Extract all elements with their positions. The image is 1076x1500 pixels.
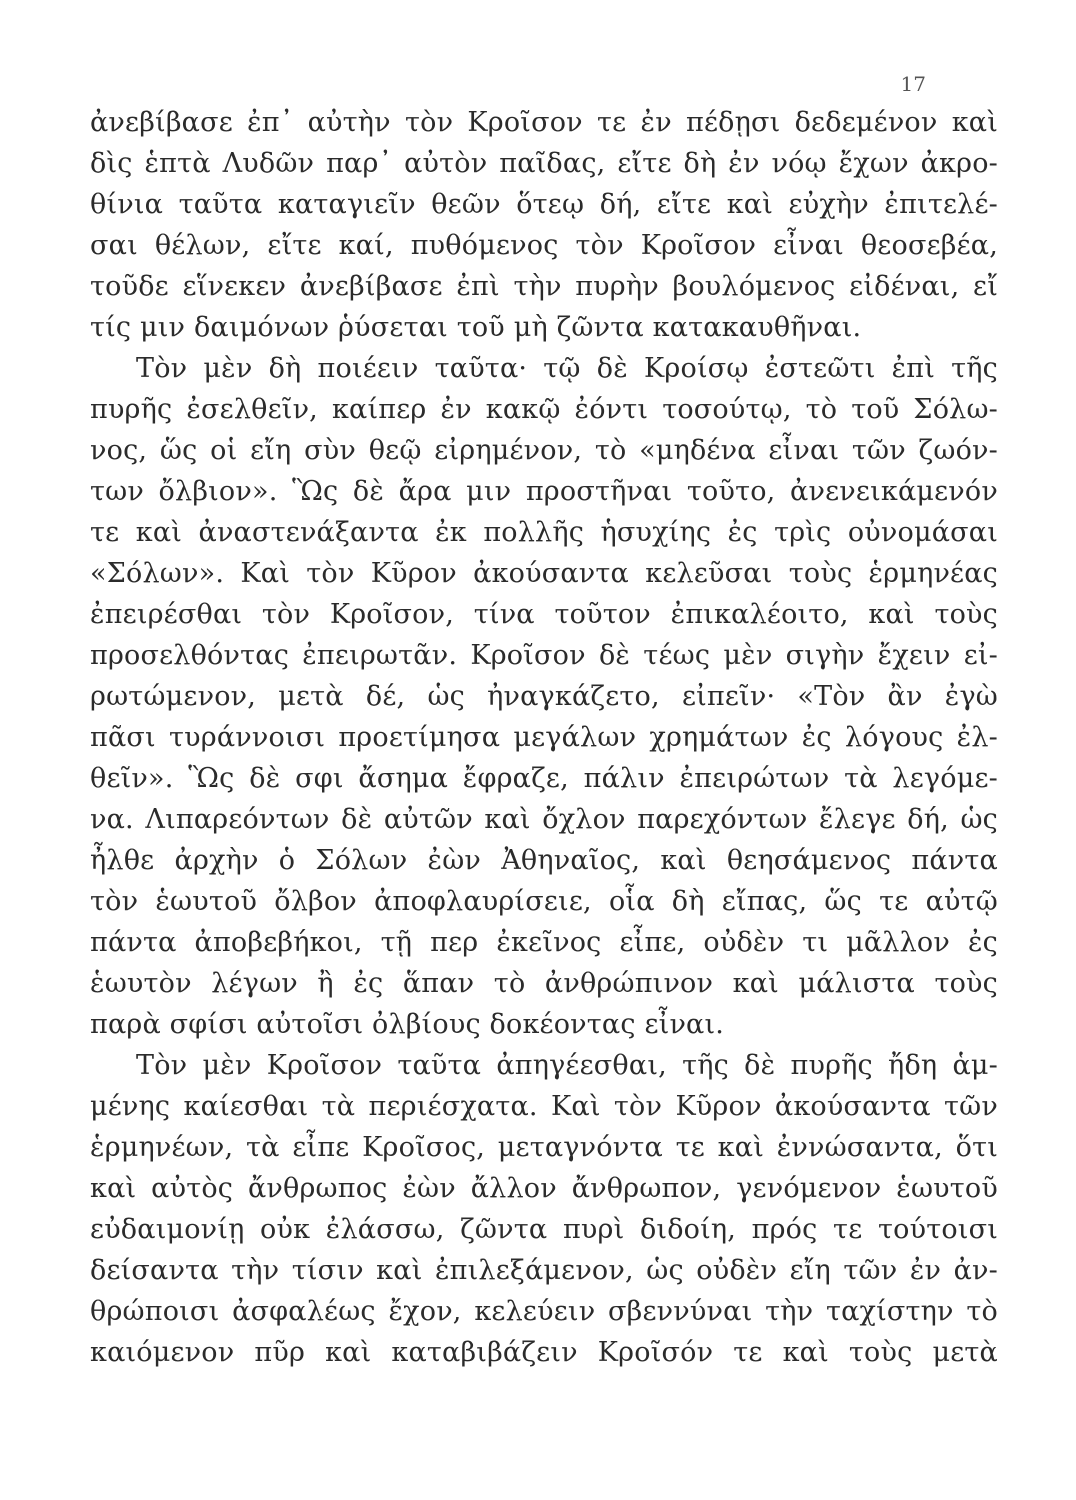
text-line: πάντα ἀποβεβήκοι, τῇ περ ἐκεῖνος εἶπε, οὐδὲν τι μᾶλλον ἐς: [90, 927, 998, 958]
page-number: 17: [900, 72, 926, 96]
text-line: πᾶσι τυράννοισι προετίμησα μεγάλων χρημάτων ἐς λόγους ἐλ-: [90, 722, 998, 753]
text-line: εὐδαιμονίῃ οὐκ ἐλάσσω, ζῶντα πυρὶ διδοίη, πρός τε τούτοισι: [90, 1214, 998, 1245]
body-text: [90, 102, 998, 1373]
text-line: τὸν ἑωυτοῦ ὄλβον ἀποφλαυρίσειε, οἷα δὴ εἴπας, ὥς τε αὐτῷ: [90, 886, 998, 917]
text-line: των ὄλβιον». Ὣς δὲ ἄρα μιν προστῆναι τοῦτο, ἀνενεικάμενόν: [90, 476, 998, 507]
text-line: «Σόλων». Καὶ τὸν Κῦρον ἀκούσαντα κελεῦσαι τοὺς ἑρμηνέας: [90, 558, 998, 589]
text-line: σαι θέλων, εἴτε καί, πυθόμενος τὸν Κροῖσον εἶναι θεοσεβέα,: [90, 230, 998, 261]
text-line: ἑρμηνέων, τὰ εἶπε Κροῖσος, μεταγνόντα τε καὶ ἐννώσαντα, ὅτι: [90, 1132, 998, 1163]
text-line: ρωτώμενον, μετὰ δέ, ὡς ἠναγκάζετο, εἰπεῖν· «Τὸν ἂν ἐγὼ: [90, 681, 998, 712]
text-line: δείσαντα τὴν τίσιν καὶ ἐπιλεξάμενον, ὡς οὐδὲν εἴη τῶν ἐν ἀν-: [90, 1255, 998, 1286]
text-line: ἦλθε ἀρχὴν ὁ Σόλων ἐὼν Ἀθηναῖος, καὶ θεησάμενος πάντα: [90, 845, 998, 876]
text-line: ἀνεβίβασε ἐπ᾽ αὐτὴν τὸν Κροῖσον τε ἐν πέδῃσι δεδεμένον καὶ: [90, 107, 998, 138]
text-line: ἑωυτὸν λέγων ἢ ἐς ἅπαν τὸ ἀνθρώπινον καὶ μάλιστα τοὺς: [90, 968, 998, 999]
text-line: τε καὶ ἀναστενάξαντα ἐκ πολλῆς ἡσυχίης ἐς τρὶς οὐνομάσαι: [90, 517, 998, 548]
text-line: Τὸν μὲν Κροῖσον ταῦτα ἀπηγέεσθαι, τῆς δὲ πυρῆς ἤδη ἁμ-: [136, 1050, 998, 1081]
text-line: Τὸν μὲν δὴ ποιέειν ταῦτα· τῷ δὲ Κροίσῳ ἐστεῶτι ἐπὶ τῆς: [136, 353, 998, 384]
text-line: θεῖν». Ὣς δὲ σφι ἄσημα ἔφραζε, πάλιν ἐπειρώτων τὰ λεγόμε-: [90, 763, 998, 794]
text-line: πυρῆς ἐσελθεῖν, καίπερ ἐν κακῷ ἐόντι τοσούτῳ, τὸ τοῦ Σόλω-: [90, 394, 998, 425]
text-line: καιόμενον πῦρ καὶ καταβιβάζειν Κροῖσόν τε καὶ τοὺς μετὰ: [90, 1337, 998, 1368]
text-line: δὶς ἑπτὰ Λυδῶν παρ᾽ αὐτὸν παῖδας, εἴτε δὴ ἐν νόῳ ἔχων ἀκρο-: [90, 148, 998, 179]
text-line: θίνια ταῦτα καταγιεῖν θεῶν ὅτεῳ δή, εἴτε καὶ εὐχὴν ἐπιτελέ-: [90, 189, 998, 220]
text-line: νος, ὥς οἱ εἴη σὺν θεῷ εἰρημένον, τὸ «μηδένα εἶναι τῶν ζωόν-: [90, 435, 998, 466]
text-line: καὶ αὐτὸς ἄνθρωπος ἐὼν ἄλλον ἄνθρωπον, γενόμενον ἑωυτοῦ: [90, 1173, 998, 1204]
text-line: ἐπειρέσθαι τὸν Κροῖσον, τίνα τοῦτον ἐπικαλέοιτο, καὶ τοὺς: [90, 599, 998, 630]
text-line: τίς μιν δαιμόνων ῥύσεται τοῦ μὴ ζῶντα κατακαυθῆναι.: [90, 312, 862, 343]
text-line: θρώποισι ἀσφαλέως ἔχον, κελεύειν σβεννύναι τὴν ταχίστην τὸ: [90, 1296, 998, 1327]
text-line: προσελθόντας ἐπειρωτᾶν. Κροῖσον δὲ τέως μὲν σιγὴν ἔχειν εἰ-: [90, 640, 998, 671]
text-line: τοῦδε εἵνεκεν ἀνεβίβασε ἐπὶ τὴν πυρὴν βουλόμενος εἰδέναι, εἴ: [90, 271, 998, 302]
text-line: παρὰ σφίσι αὐτοῖσι ὀλβίους δοκέοντας εἶναι.: [90, 1009, 725, 1040]
text-line: να. Λιπαρεόντων δὲ αὐτῶν καὶ ὄχλον παρεχόντων ἔλεγε δή, ὡς: [90, 804, 998, 835]
text-line: μένης καίεσθαι τὰ περιέσχατα. Καὶ τὸν Κῦρον ἀκούσαντα τῶν: [90, 1091, 998, 1122]
